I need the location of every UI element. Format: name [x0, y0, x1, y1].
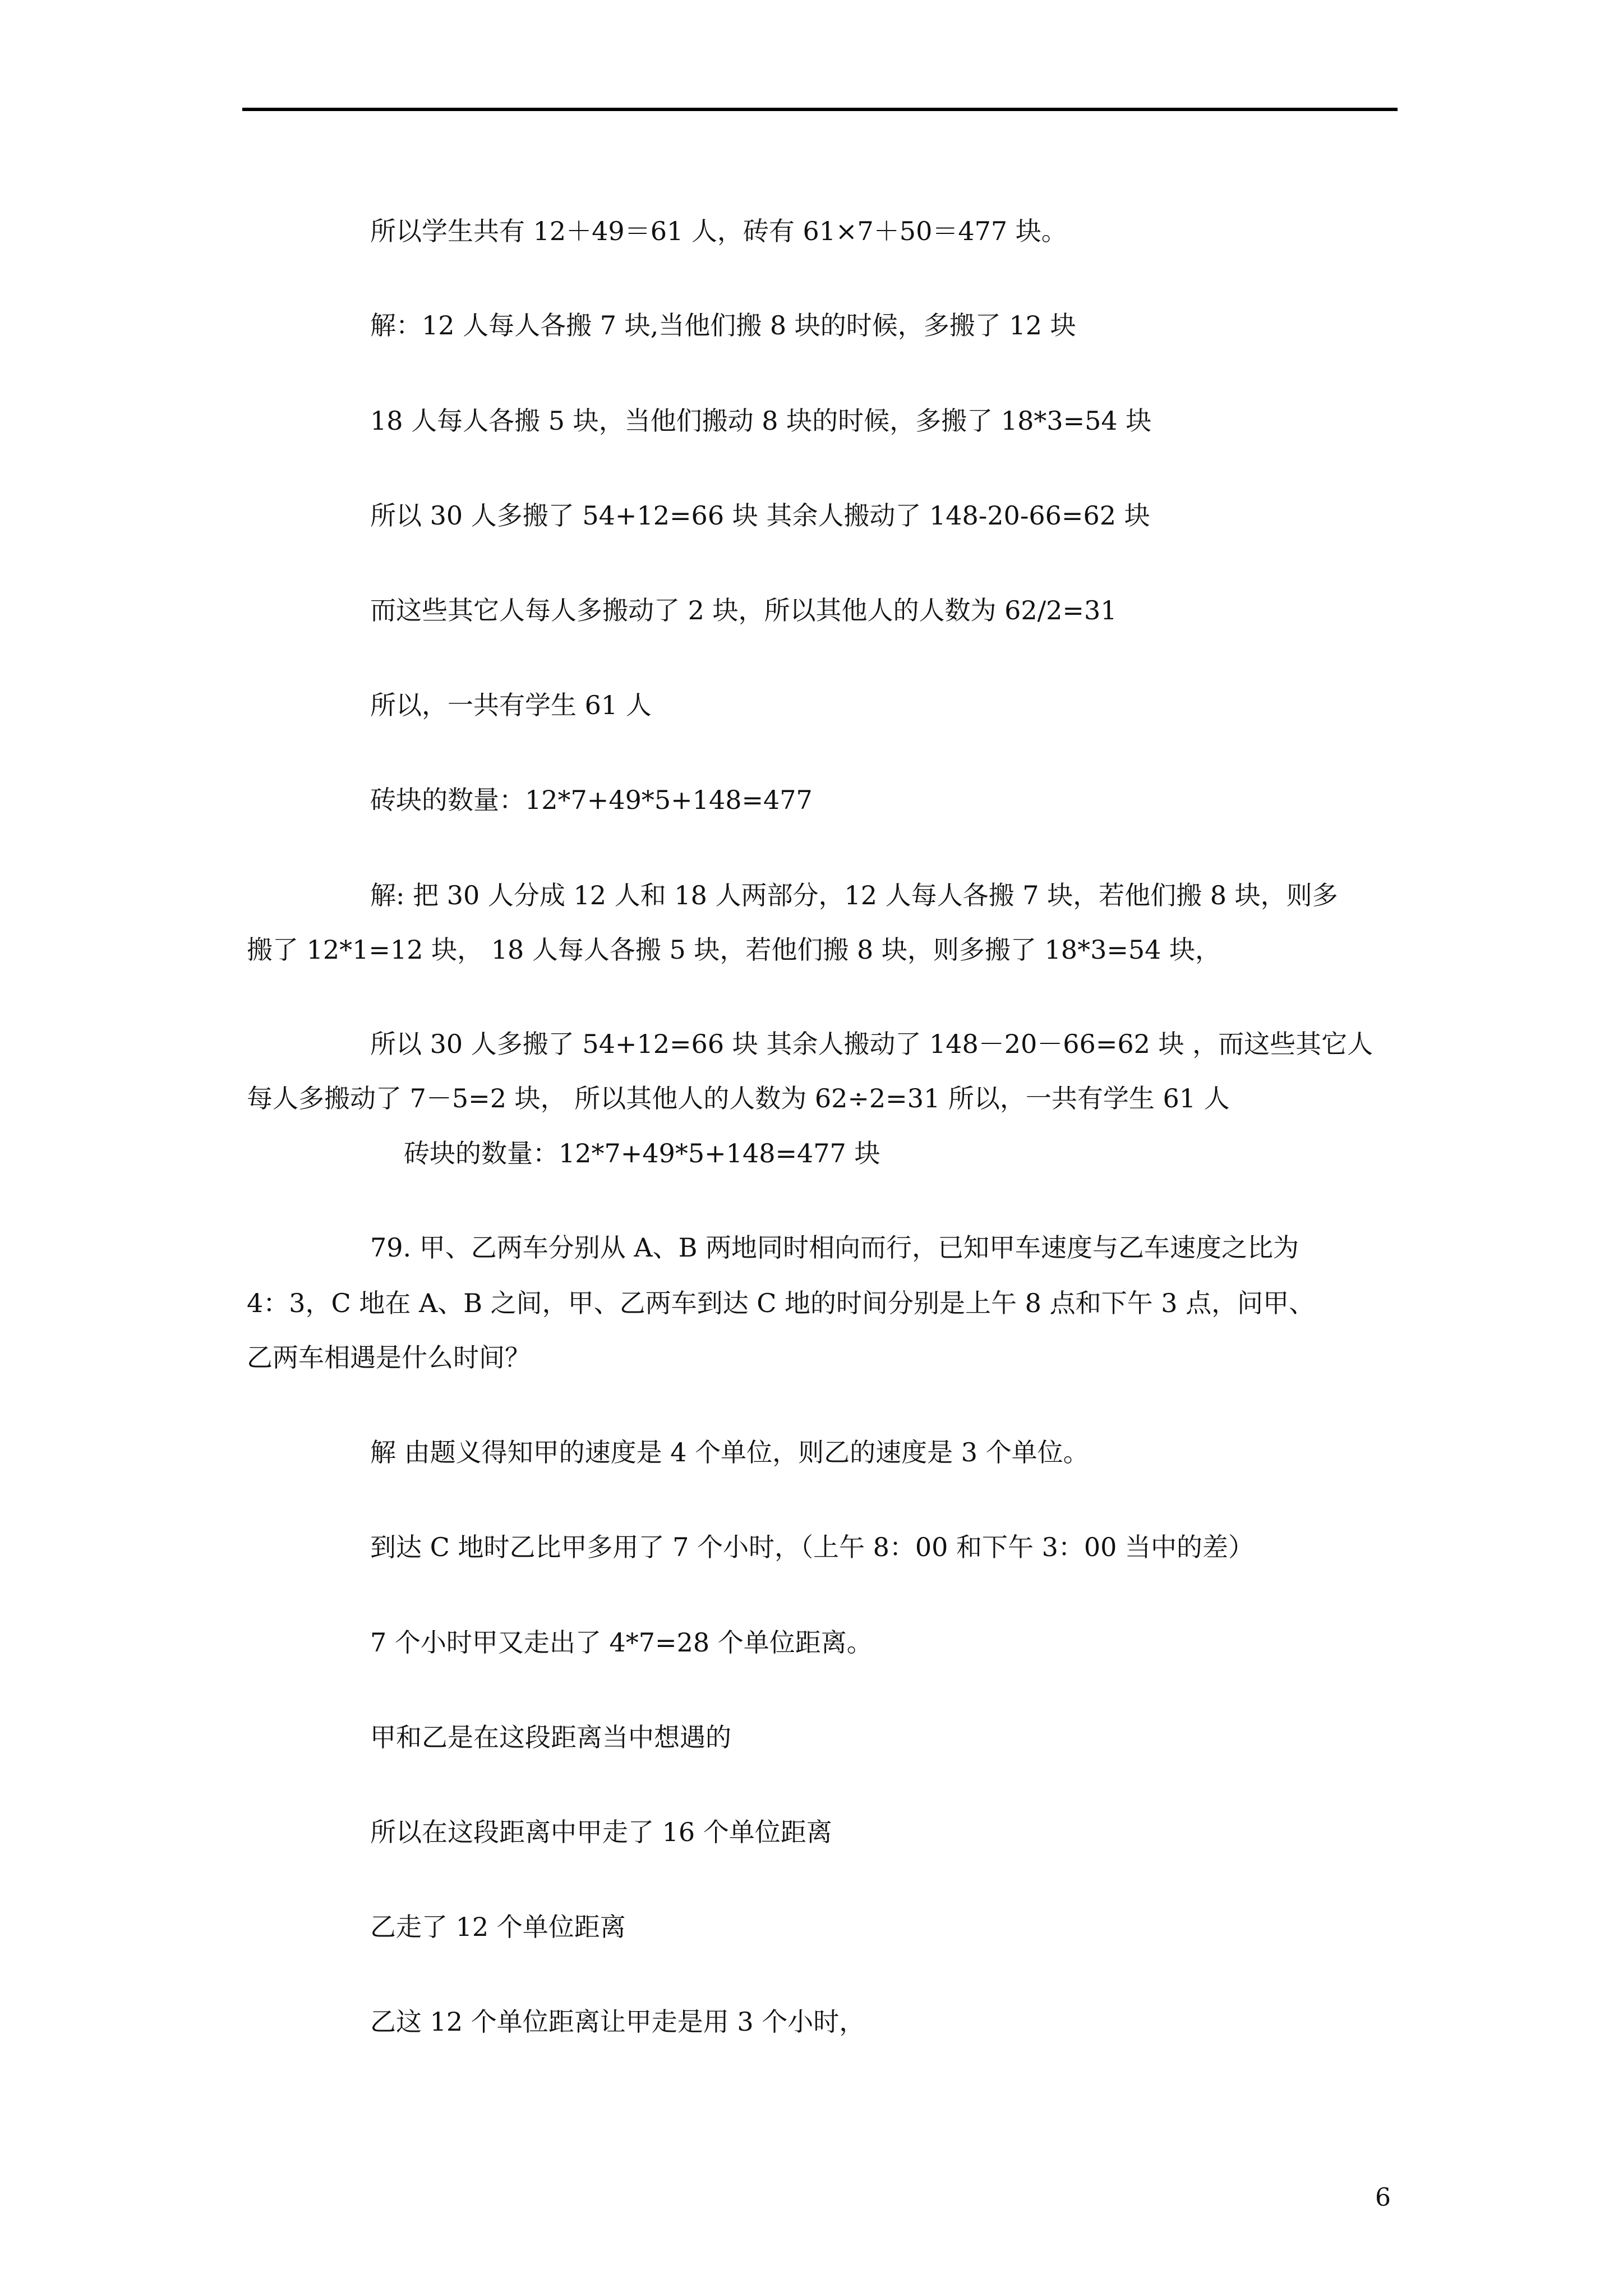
text-line: 所以学生共有 12＋49＝61 人，砖有 61×7＋50＝477 块。	[370, 216, 1067, 246]
text-line: 到达 C 地时乙比甲多用了 7 个小时，（上午 8：00 和下午 3：00 当中的差）	[370, 1532, 1255, 1562]
text-line: 砖块的数量：12*7+49*5+148=477	[370, 785, 813, 815]
text-line: 所以在这段距离中甲走了 16 个单位距离	[370, 1817, 832, 1847]
text-line: 乙走了 12 个单位距离	[370, 1912, 626, 1942]
text-line: 7 个小时甲又走出了 4*7=28 个单位距离。	[370, 1627, 873, 1658]
text-line: 甲和乙是在这段距离当中想遇的	[370, 1722, 731, 1752]
text-line: 所以，一共有学生 61 人	[370, 690, 652, 720]
text-line: 每人多搬动了 7－5=2 块， 所以其他人的人数为 62÷2=31 所以，一共有学生 61 人	[247, 1083, 1230, 1114]
text-line: 乙两车相遇是什么时间？	[247, 1342, 531, 1373]
text-line: 18 人每人各搬 5 块，当他们搬动 8 块的时候，多搬了 18*3=54 块	[370, 406, 1152, 436]
text-line: 解：12 人每人各搬 7 块,当他们搬 8 块的时候，多搬了 12 块	[370, 310, 1076, 341]
text-line: 所以 30 人多搬了 54+12=66 块 其余人搬动了 148－20－66=62 块 ，而这些其它人	[370, 1029, 1373, 1059]
text-line: 解 由题义得知甲的速度是 4 个单位，则乙的速度是 3 个单位。	[370, 1437, 1089, 1467]
text-line: 所以 30 人多搬了 54+12=66 块 其余人搬动了 148-20-66=62 块	[370, 500, 1150, 531]
text-line: 解: 把 30 人分成 12 人和 18 人两部分，12 人每人各搬 7 块，若他们搬 8 块，则多	[370, 880, 1338, 910]
page-number: 6	[1375, 2183, 1391, 2212]
text-line: 而这些其它人每人多搬动了 2 块，所以其他人的人数为 62/2=31	[370, 595, 1117, 625]
text-line: 搬了 12*1=12 块， 18 人每人各搬 5 块，若他们搬 8 块，则多搬了 18*3=54 块，	[247, 935, 1221, 965]
text-line: 79. 甲、乙两车分别从 A、B 两地同时相向而行，已知甲车速度与乙车速度之比为	[370, 1232, 1299, 1263]
text-line: 砖块的数量：12*7+49*5+148=477 块	[404, 1138, 880, 1168]
text-line: 4：3，C 地在 A、B 之间，甲、乙两车到达 C 地的时间分别是上午 8 点和下午 3 点，问甲、	[247, 1288, 1315, 1318]
header-rule	[242, 108, 1398, 111]
text-line: 乙这 12 个单位距离让甲走是用 3 个小时，	[370, 2007, 865, 2037]
